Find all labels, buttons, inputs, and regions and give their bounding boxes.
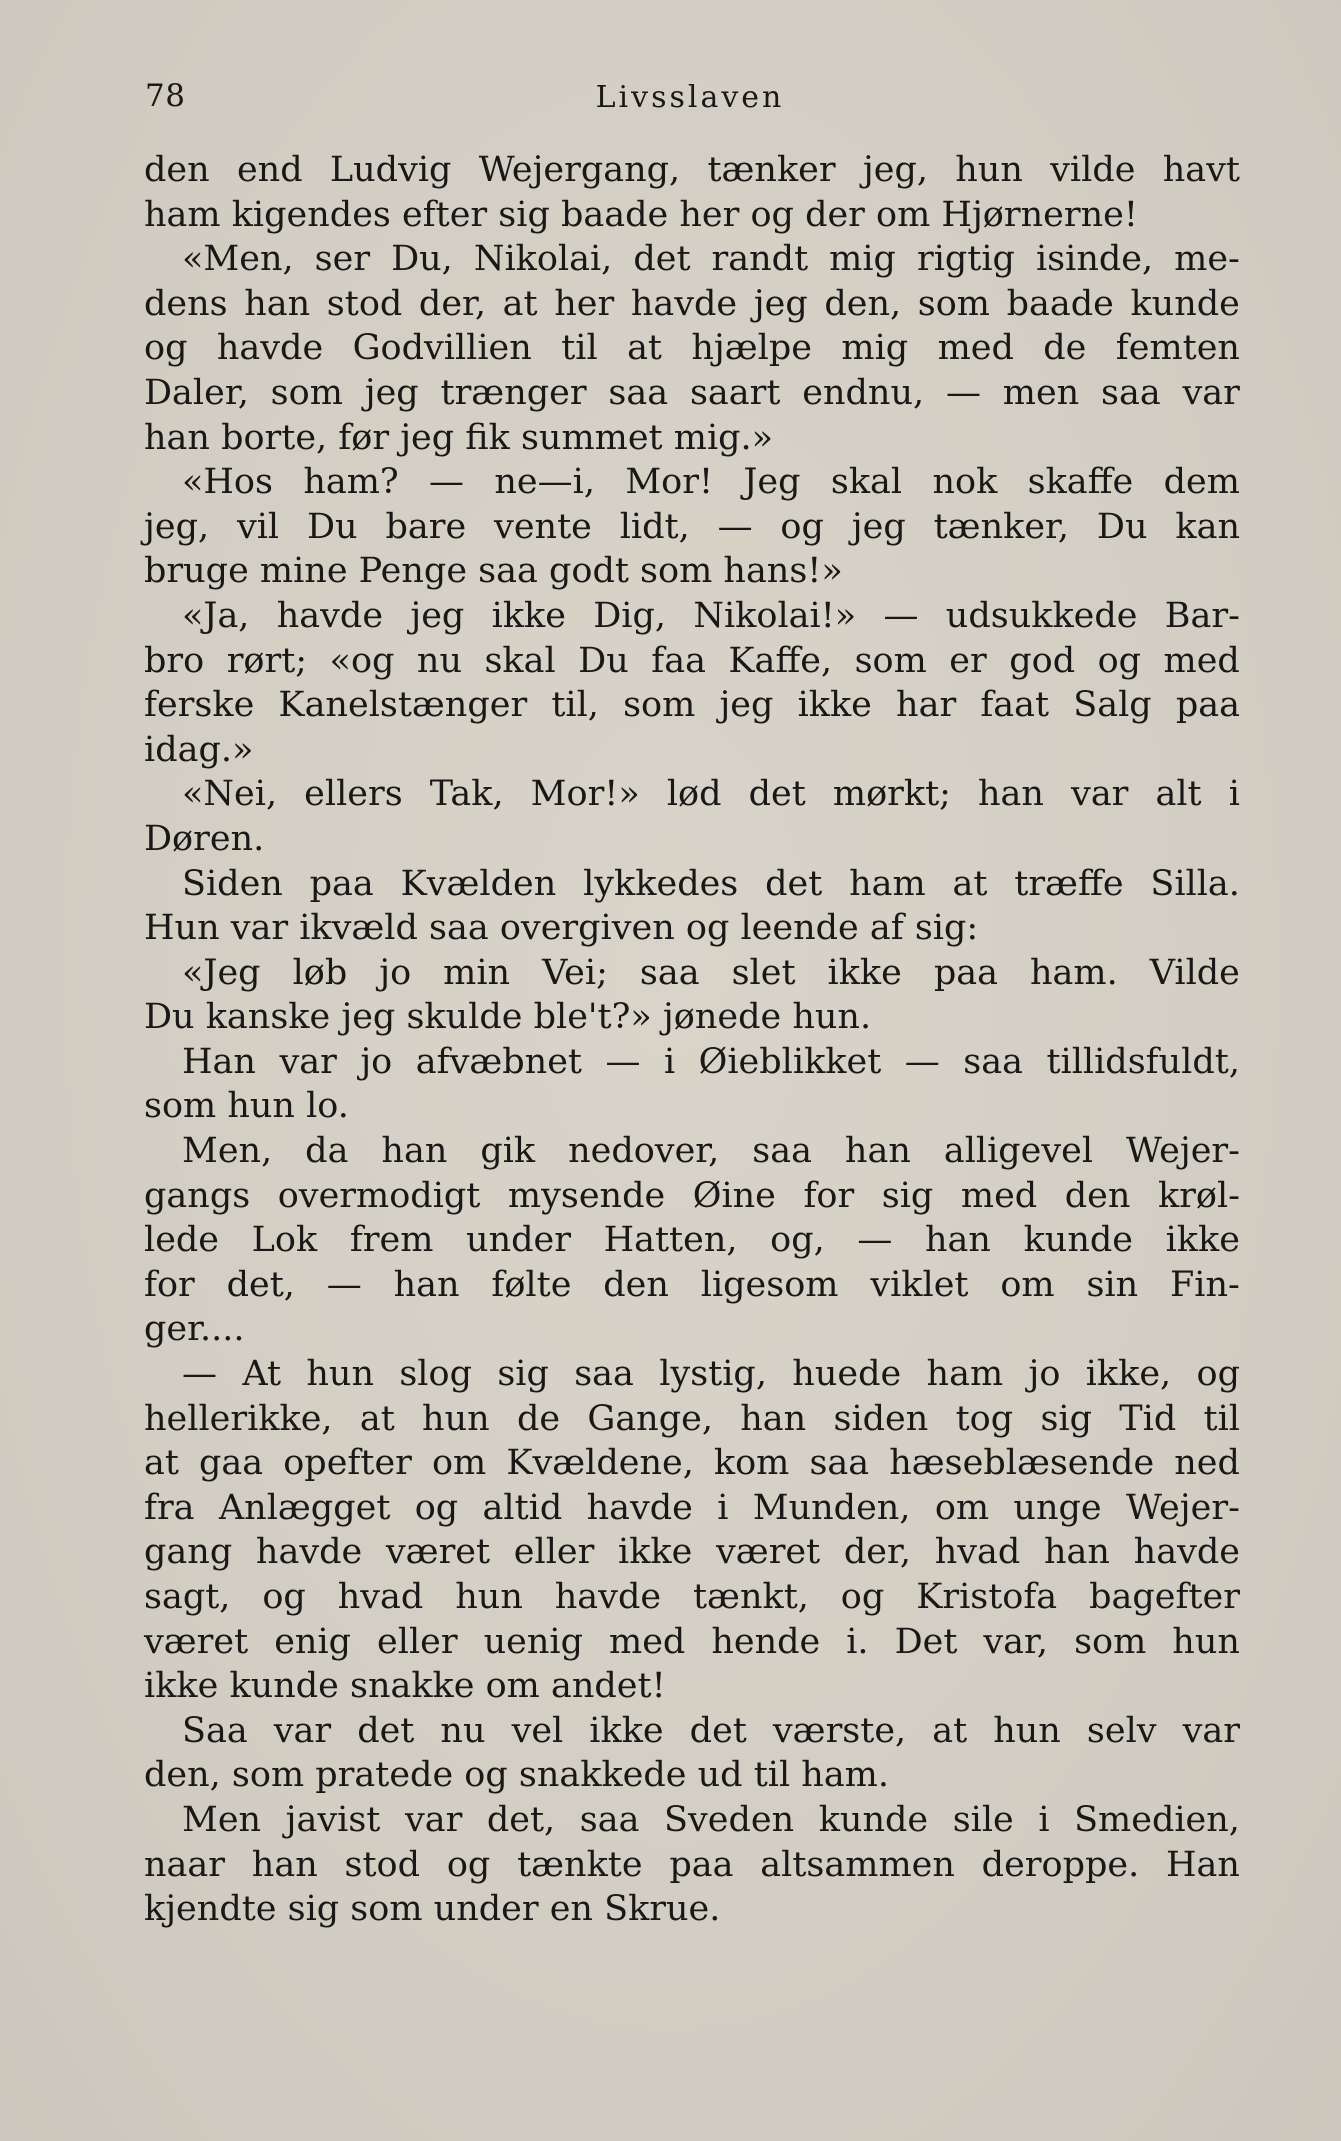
running-title: Livsslaven	[595, 80, 785, 115]
page-number: 78	[145, 78, 186, 114]
text-line: Du kanske jeg skulde ble't?» jønede hun.	[144, 997, 872, 1038]
text-line: Daler, som jeg trænger saa saart endnu, — men saa var	[144, 372, 1240, 413]
page-header	[145, 78, 1235, 124]
text-line: «Men, ser Du, Nikolai, det randt mig rigtig isinde, me-	[182, 239, 1240, 280]
text-line: dens han stod der, at her havde jeg den, som baade kunde	[144, 283, 1240, 324]
text-line: ger....	[144, 1309, 245, 1350]
text-line: sagt, og hvad hun havde tænkt, og Kristofa bagefter	[144, 1577, 1240, 1617]
text-line: han borte, før jeg fik summet mig.»	[144, 417, 774, 458]
text-line: ferske Kanelstænger til, som jeg ikke har faat Salg paa	[144, 685, 1240, 726]
text-line: — At hun slog sig saa lystig, huede ham jo ikke, og	[182, 1354, 1240, 1395]
text-line: ham kigendes efter sig baade her og der om Hjørnerne!	[144, 194, 1138, 235]
text-line: Men, da han gik nedover, saa han alligevel Wejer-	[182, 1131, 1240, 1172]
text-line: Døren.	[144, 818, 265, 859]
text-line: bruge mine Penge saa godt som hans!»	[144, 551, 843, 592]
text-line: Hun var ikvæld saa overgiven og leende af sig:	[144, 908, 979, 949]
text-line: ikke kunde snakke om andet!	[144, 1666, 666, 1707]
text-line: Han var jo afvæbnet — i Øieblikket — saa tillidsfuldt,	[182, 1041, 1240, 1082]
text-line: «Ja, havde jeg ikke Dig, Nikolai!» — udsukkede Bar-	[182, 595, 1240, 636]
text-line: Saa var det nu vel ikke det værste, at hun selv var	[182, 1710, 1240, 1751]
body-text	[144, 148, 1240, 1932]
text-line: den end Ludvig Wejergang, tænker jeg, hun vilde havt	[144, 150, 1240, 190]
text-line: «Jeg løb jo min Vei; saa slet ikke paa ham. Vilde	[182, 952, 1240, 993]
text-line: og havde Godvillien til at hjælpe mig med de femten	[144, 328, 1240, 369]
text-line: at gaa opefter om Kvældene, kom saa hæseblæsende ned	[144, 1443, 1240, 1484]
text-line: gangs overmodigt mysende Øine for sig med den krøl-	[144, 1175, 1240, 1216]
text-line: idag.»	[144, 729, 254, 770]
text-line: været enig eller uenig med hende i. Det var, som hun	[144, 1621, 1240, 1662]
text-line: lede Lok frem under Hatten, og, — han kunde ikke	[144, 1220, 1240, 1261]
text-line: «Hos ham? — ne—i, Mor! Jeg skal nok skaffe dem	[182, 462, 1240, 503]
text-line: kjendte sig som under en Skrue.	[144, 1889, 721, 1930]
text-line: hellerikke, at hun de Gange, han siden tog sig Tid til	[144, 1398, 1240, 1439]
text-line: gang havde været eller ikke været der, hvad han havde	[144, 1532, 1240, 1573]
text-line: Siden paa Kvælden lykkedes det ham at træffe Silla.	[182, 863, 1240, 904]
text-line: den, som pratede og snakkede ud til ham.	[144, 1755, 889, 1796]
text-line: jeg, vil Du bare vente lidt, — og jeg tænker, Du kan	[144, 506, 1240, 547]
text-line: naar han stod og tænkte paa altsammen deroppe. Han	[144, 1844, 1240, 1885]
text-line: bro rørt; «og nu skal Du faa Kaffe, som er god og med	[144, 640, 1240, 681]
text-line: «Nei, ellers Tak, Mor!» lød det mørkt; han var alt i	[182, 774, 1240, 815]
text-line: for det, — han følte den ligesom viklet om sin Fin-	[144, 1264, 1240, 1305]
text-line: fra Anlægget og altid havde i Munden, om unge Wejer-	[144, 1487, 1240, 1528]
text-line: Men javist var det, saa Sveden kunde sile i Smedien,	[182, 1799, 1240, 1840]
text-line: som hun lo.	[144, 1086, 349, 1127]
